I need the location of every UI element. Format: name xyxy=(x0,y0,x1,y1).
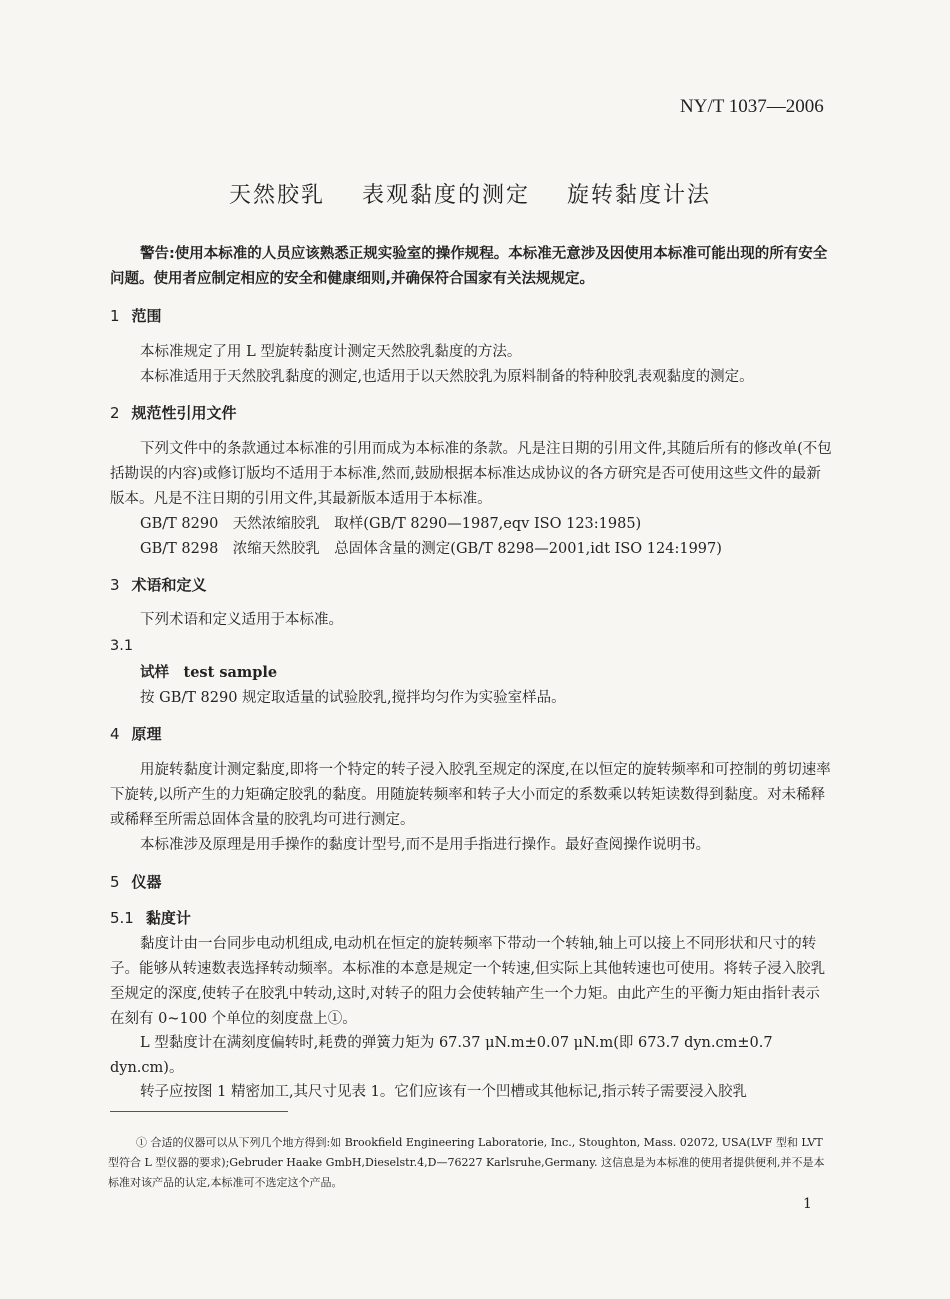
section-4-para-1: 用旋转黏度计测定黏度,即将一个特定的转子浸入胶乳至规定的深度,在以恒定的旋转频率和可控制的剪切速率下旋转,以所产生的力矩确定胶乳的黏度。用随旋转频率和转子大小而定的系数乘以转矩读数得到黏度。对未稀释或稀释至所需总固体含量的胶乳均可进行测定。 xyxy=(110,762,831,828)
section-1-heading xyxy=(110,305,162,326)
section-1-para-1: 本标准规定了用 L 型旋转黏度计测定天然胶乳黏度的方法。 xyxy=(140,344,522,360)
section-4-para-2: 本标准涉及原理是用手操作的黏度计型号,而不是用手指进行操作。最好查阅操作说明书。 xyxy=(140,837,711,853)
section-title: 原理 xyxy=(131,725,162,743)
section-number: 4 xyxy=(110,725,120,743)
reference-gbt-8290: GB/T 8290 天然浓缩胶乳 取样(GB/T 8290—1987,eqv ISO 123:1985) xyxy=(140,516,642,532)
subsection-title: 黏度计 xyxy=(145,909,191,927)
page-number: 1 xyxy=(803,1196,812,1212)
section-2-heading xyxy=(110,402,237,423)
section-number: 1 xyxy=(110,307,120,325)
section-2-para-1: 下列文件中的条款通过本标准的引用而成为本标准的条款。凡是注日期的引用文件,其随后所有的修改单(不包括勘误的内容)或修订版均不适用于本标准,然而,鼓励根据本标准达成协议的各方研究是否可使用这些文件的最新版本。凡是不注日期的引用文件,其最新版本适用于本标准。 xyxy=(110,441,832,507)
term-definition: 按 GB/T 8290 规定取适量的试验胶乳,搅拌均匀作为实验室样品。 xyxy=(140,690,566,706)
footnote: ① 合适的仪器可以从下列几个地方得到:如 Brookfield Engineering Laboratorie, Inc., Stoughton, Mass. 02072, USA(LVF 型和 LVT 型符合 L 型仪器的要求);Gebruder Haake GmbH,Dieselstr.4,D—76227 Karlsruhe,Germany. 这信息是为本标准的使用者提供便利,并不是本标准对该产品的认定,本标准可不选定这个产品。 xyxy=(108,1136,825,1189)
title-part-3: 旋转黏度计法 xyxy=(567,183,712,208)
reference-gbt-8298: GB/T 8298 浓缩天然胶乳 总固体含量的测定(GB/T 8298—2001,idt ISO 124:1997) xyxy=(140,541,722,557)
subsection-5-1-heading xyxy=(110,907,191,928)
section-title: 范围 xyxy=(131,307,162,325)
section-number: 3 xyxy=(110,576,120,594)
section-3-heading xyxy=(110,574,207,595)
section-1-para-2: 本标准适用于天然胶乳黏度的测定,也适用于以天然胶乳为原料制备的特种胶乳表观黏度的测定。 xyxy=(140,369,754,385)
title-part-2: 表观黏度的测定 xyxy=(361,183,530,208)
section-title: 术语和定义 xyxy=(131,576,207,594)
section-4-heading xyxy=(110,723,162,744)
document-title xyxy=(0,178,940,209)
section-5-para-1: 黏度计由一台同步电动机组成,电动机在恒定的旋转频率下带动一个转轴,轴上可以接上不同形状和尺寸的转子。能够从转速数表选择转动频率。本标准的本意是规定一个转速,但实际上其他转速也可使用。将转子浸入胶乳至规定的深度,使转子在胶乳中转动,这时,对转子的阻力会使转轴产生一个力矩。由此产生的平衡力矩由指针表示在刻有 0~100 个单位的刻度盘上①。 xyxy=(110,936,826,1027)
subsection-3-1-number: 3.1 xyxy=(110,638,134,654)
footnote-divider xyxy=(110,1111,288,1112)
section-5-para-3: 转子应按图 1 精密加工,其尺寸见表 1。它们应该有一个凹槽或其他标记,指示转子需要浸入胶乳 xyxy=(140,1084,747,1100)
standard-code: NY/T 1037—2006 xyxy=(680,96,824,117)
title-part-1: 天然胶乳 xyxy=(228,183,325,208)
warning-paragraph: 警告:使用本标准的人员应该熟悉正规实验室的操作规程。本标准无意涉及因使用本标准可能出现的所有安全问题。使用者应制定相应的安全和健康细则,并确保符合国家有关法规规定。 xyxy=(110,246,828,287)
section-5-para-2: L 型黏度计在满刻度偏转时,耗费的弹簧力矩为 67.37 μN.m±0.07 μN.m(即 673.7 dyn.cm±0.7 dyn.cm)。 xyxy=(110,1035,773,1076)
section-3-para-1: 下列术语和定义适用于本标准。 xyxy=(140,612,343,628)
section-number: 5 xyxy=(110,873,120,891)
section-title: 仪器 xyxy=(131,873,162,891)
section-title: 规范性引用文件 xyxy=(131,404,237,422)
section-5-heading xyxy=(110,871,162,892)
section-number: 2 xyxy=(110,404,120,422)
term-test-sample: 试样 test sample xyxy=(140,664,278,681)
subsection-number: 5.1 xyxy=(110,909,134,927)
